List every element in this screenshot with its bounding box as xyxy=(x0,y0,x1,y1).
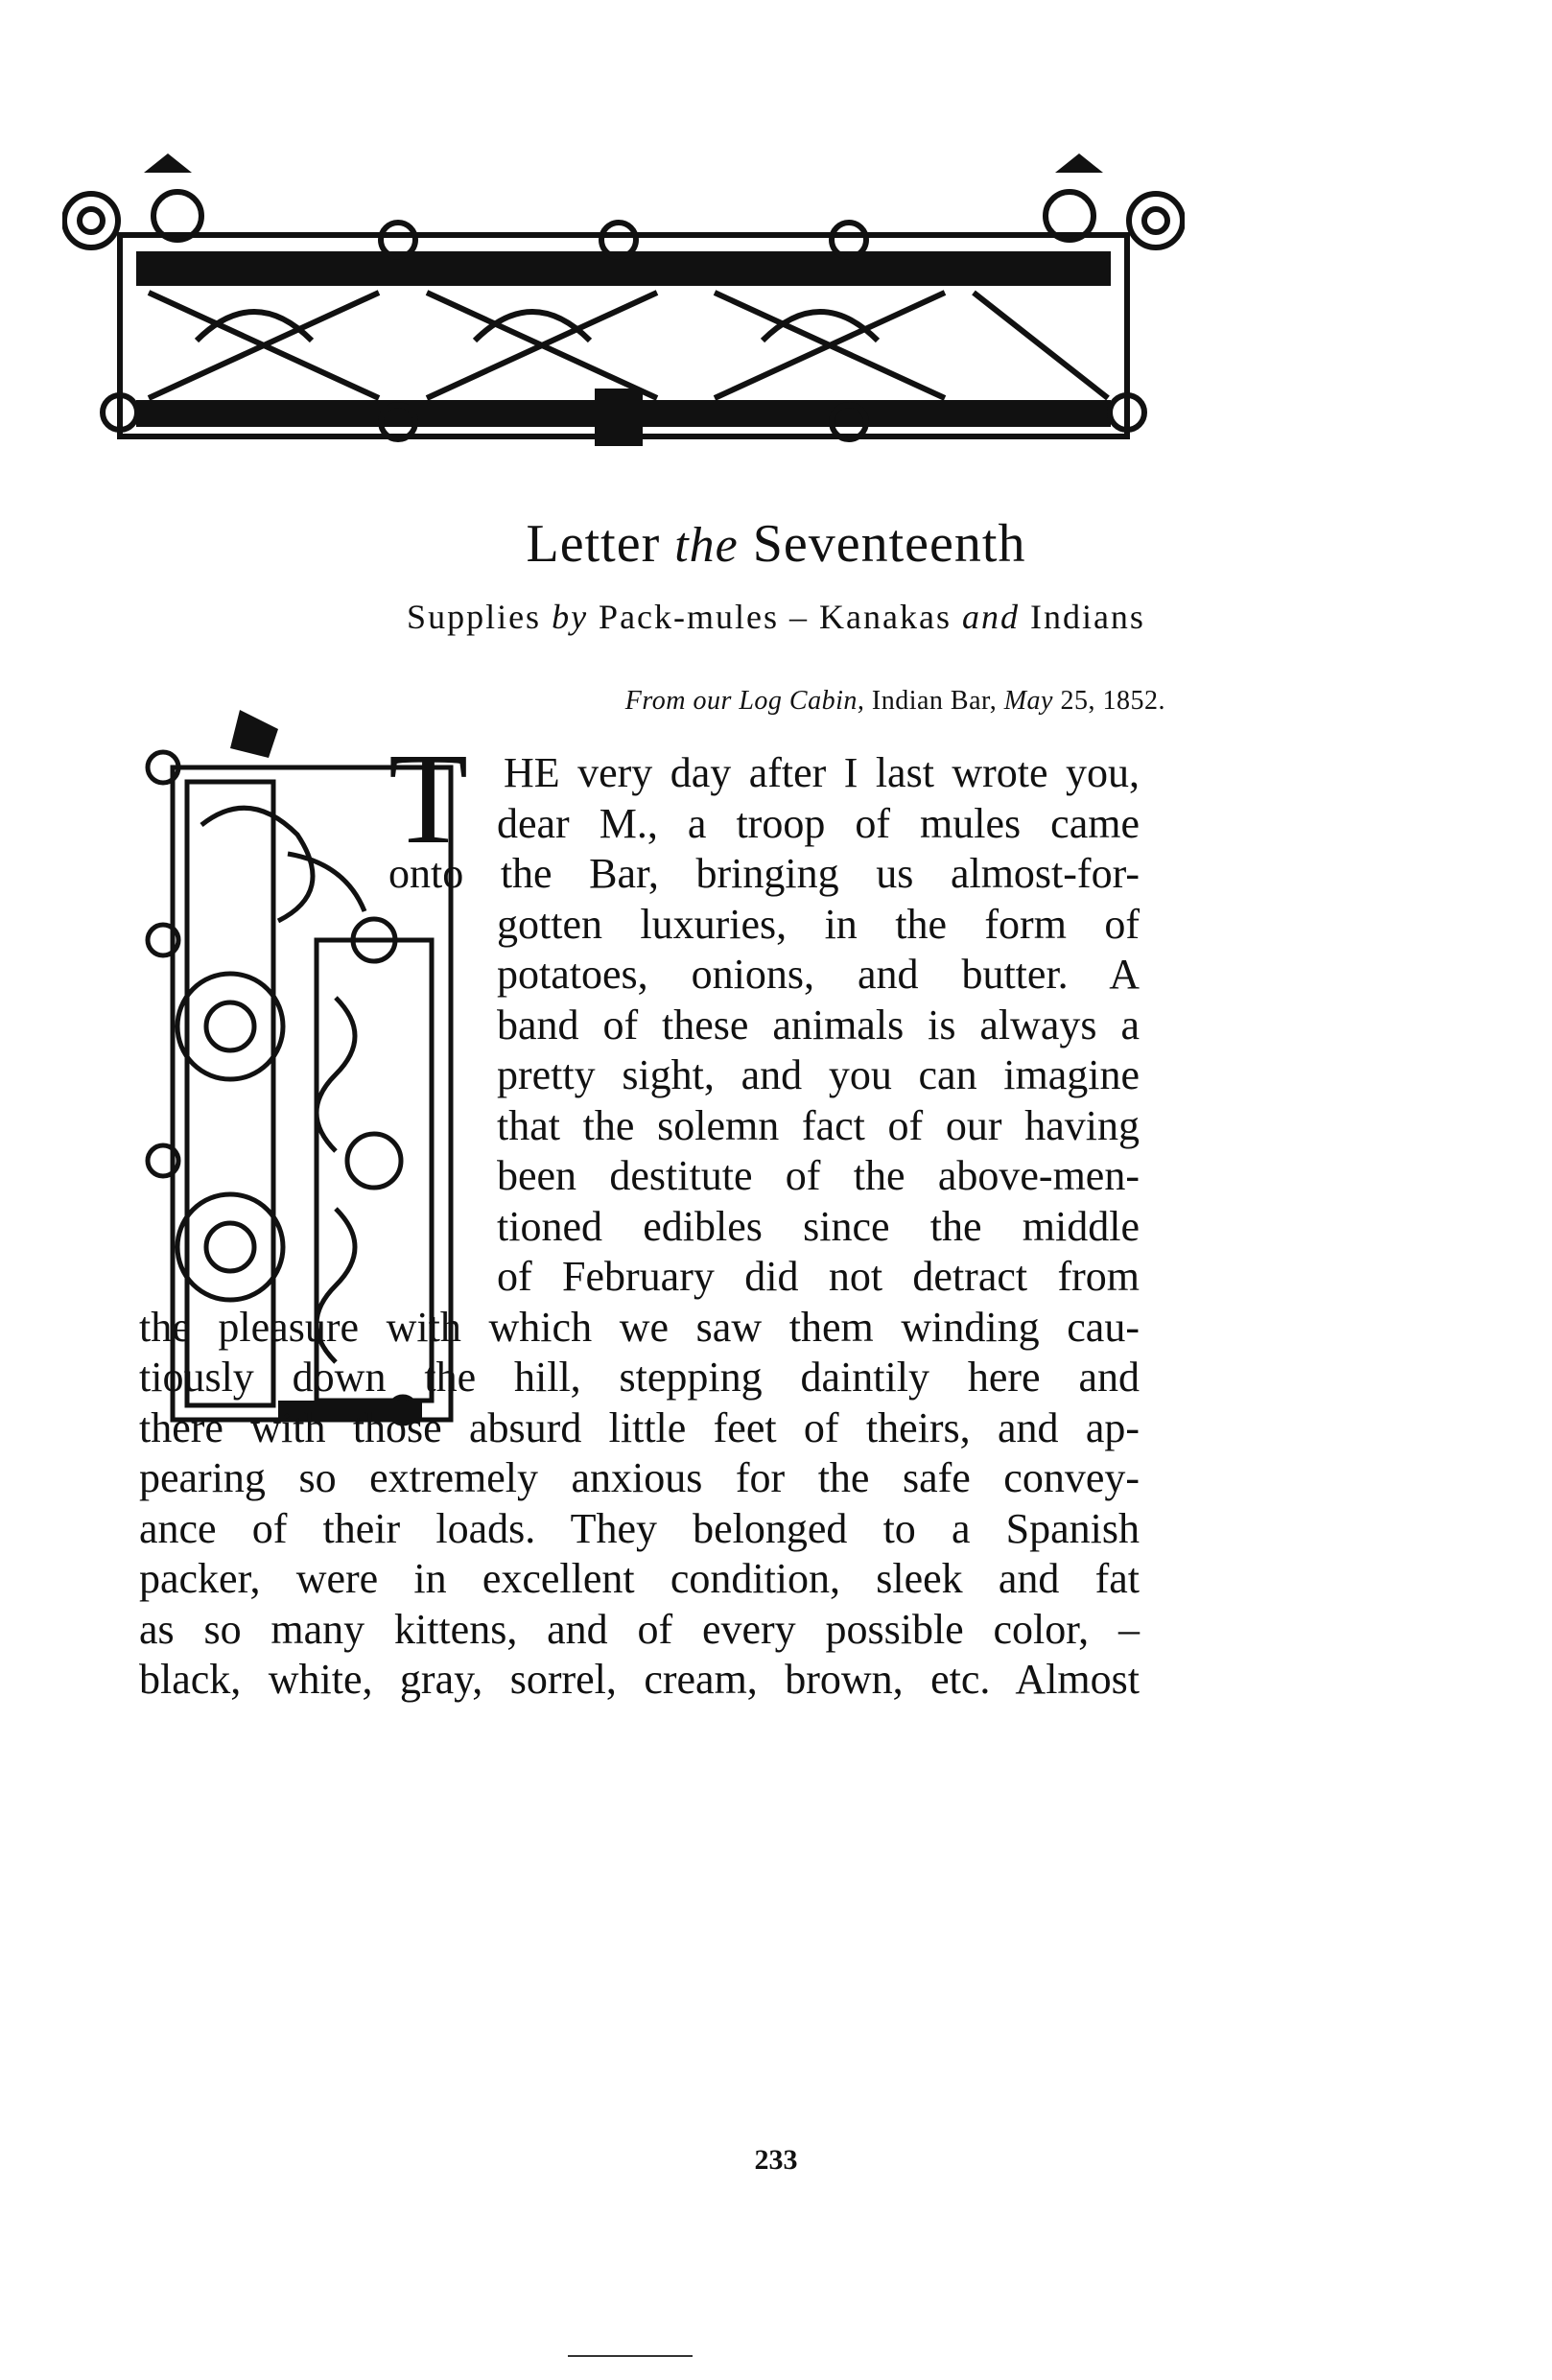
text-line: pearing so extremely anxious for the safe convey- xyxy=(139,1454,1140,1501)
text-line: there with those absurd little feet of theirs, and ap- xyxy=(139,1403,1140,1451)
subtitle-italic2: and xyxy=(961,598,1020,636)
dateline-month: May xyxy=(1003,686,1053,716)
ornamental-header-banner xyxy=(62,149,1185,470)
text-line: HE very day after I last wrote you, xyxy=(504,749,1140,796)
dateline-date: 25, 1852. xyxy=(1060,686,1165,716)
text-line: the pleasure with which we saw them winding cau- xyxy=(139,1303,1140,1351)
text-line: onto the Bar, bringing us almost-for- xyxy=(388,850,1140,897)
drop-cap: T xyxy=(388,727,469,871)
subtitle-part3: Indians xyxy=(1029,598,1145,636)
title-suffix: Seventeenth xyxy=(752,514,1026,574)
dateline-place: Indian Bar, xyxy=(871,686,998,716)
page-number: 233 xyxy=(754,2144,798,2176)
text-line: tioned edibles since the middle xyxy=(497,1202,1140,1250)
chapter-title xyxy=(0,513,1552,575)
subtitle-part2: Pack-mules – Kanakas xyxy=(599,598,952,636)
text-line: tiously down the hill, stepping daintily here and xyxy=(139,1354,1140,1401)
title-italic: the xyxy=(674,518,739,573)
subtitle-part1: Supplies xyxy=(407,598,542,636)
bottom-rule xyxy=(568,2355,693,2357)
text-line: potatoes, onions, and butter. A xyxy=(497,951,1140,998)
text-line: gotten luxuries, in the form of xyxy=(497,900,1140,948)
text-line: packer, were in excellent condition, sleek and fat xyxy=(139,1555,1140,1602)
text-line: dear M., a troop of mules came xyxy=(497,799,1140,847)
title-prefix: Letter xyxy=(526,514,661,574)
text-line: ance of their loads. They belonged to a Spanish xyxy=(139,1504,1140,1552)
text-line: band of these animals is always a xyxy=(497,1001,1140,1049)
text-line: black, white, gray, sorrel, cream, brown, etc. Almost xyxy=(139,1656,1140,1703)
letter-dateline xyxy=(484,686,1165,717)
text-line: of February did not detract from xyxy=(497,1253,1140,1300)
text-line: as so many kittens, and of every possible color, – xyxy=(139,1605,1140,1653)
text-line: been destitute of the above-men- xyxy=(497,1152,1140,1199)
subtitle-italic1: by xyxy=(552,598,589,636)
text-line: that the solemn fact of our having xyxy=(497,1101,1140,1149)
text-line: pretty sight, and you can imagine xyxy=(497,1051,1140,1098)
chapter-subtitle xyxy=(0,597,1552,637)
dateline-origin: From our Log Cabin, xyxy=(624,686,865,716)
